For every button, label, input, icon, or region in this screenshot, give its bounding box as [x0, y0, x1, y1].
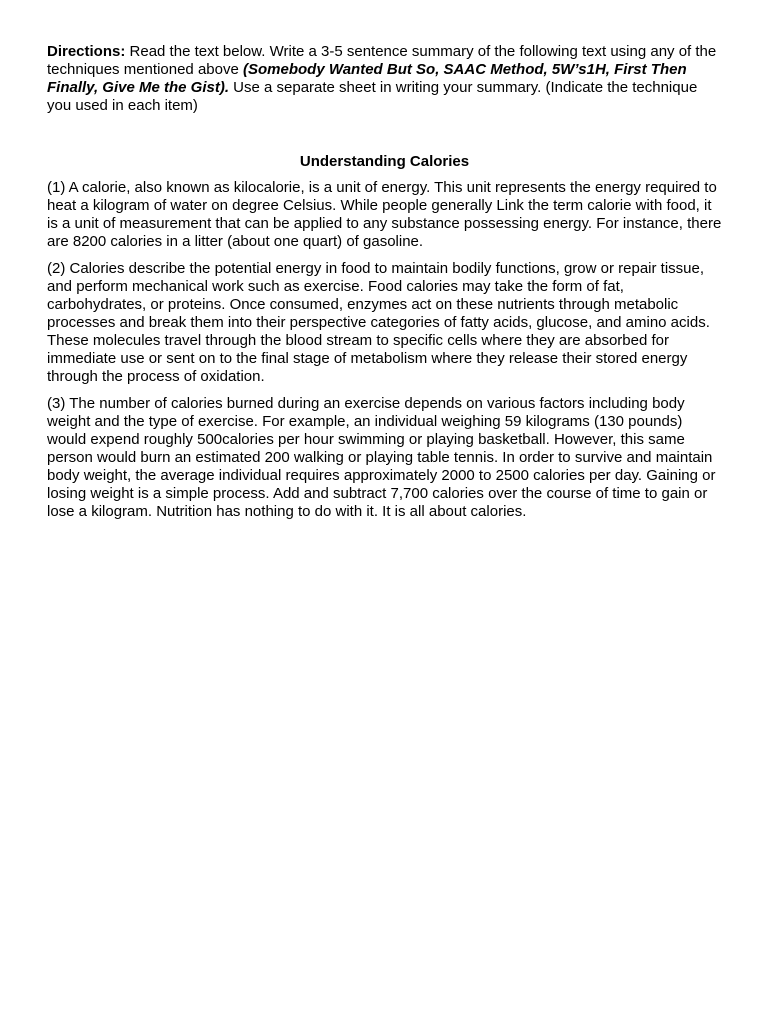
directions-techniques: (Somebody Wanted But So, SAAC Method, 5W’s1H, First Then Finally, Give Me the Gist). — [47, 61, 687, 96]
directions-label: Directions: — [47, 43, 126, 60]
article-paragraph-2: (2) Calories describe the potential energy in food to maintain bodily functions, grow or repair tissue, and perform mechanical work such as exercise. Food calories may take the form of fat, carbohydrates, or proteins. Once consumed, enzymes act on these nutrients through metabolic processes and break them into their perspective categories of fatty acids, glucose, and amino acids. These molecules travel through the blood stream to specific cells where they are absorbed for immediate use or sent on to the final stage of metabolism where they release their stored energy through the process of oxidation. — [47, 260, 710, 385]
article-title: Understanding Calories — [299, 153, 470, 170]
directions-text-after: Use a separate sheet in writing your summary. (Indicate the technique you used in each item) — [47, 79, 698, 114]
article-paragraph-1: (1) A calorie, also known as kilocalorie, is a unit of energy. This unit represents the energy required to heat a kilogram of water on degree Celsius. While people generally Link the term calorie with food, it is a unit of measurement that can be applied to any substance possessing energy. For instance, there are 8200 calories in a litter (about one quart) of gasoline. — [47, 179, 722, 250]
directions-text-before: Read the text below. Write a 3-5 sentence summary of the following text using any of the techniques mentioned above — [47, 43, 717, 78]
article-paragraph-3: (3) The number of calories burned during an exercise depends on various factors including body weight and the type of exercise. For example, an individual weighing 59 kilograms (130 pounds) would expend roughly 500calories per hour swimming or playing basketball. However, this same person would burn an estimated 200 walking or playing table tennis. In order to survive and maintain body weight, the average individual requires approximately 2000 to 2500 calories per day. Gaining or losing weight is a simple process. Add and subtract 7,700 calories over the course of time to gain or lose a kilogram. Nutrition has nothing to do with it. It is all about calories. — [47, 395, 716, 520]
directions-paragraph — [47, 43, 722, 115]
